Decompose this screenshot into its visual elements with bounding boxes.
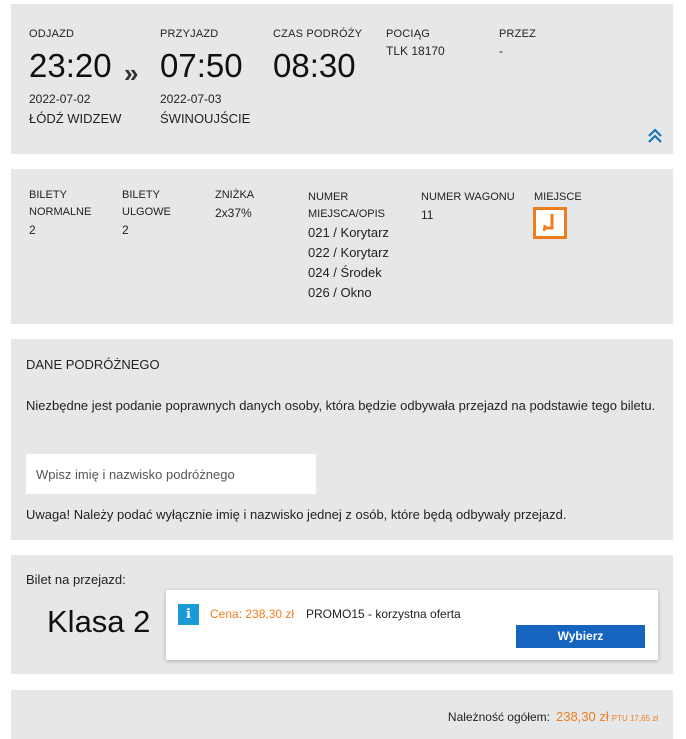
duration-label: CZAS PODRÓŻY [273,28,363,40]
arrival-label: PRZYJAZD [160,28,219,40]
reduced-tickets-label-2: ULGOWE [122,206,171,218]
arrival-station: ŚWINOUJŚCIE [160,111,251,126]
seat-item: 021 / Korytarz [308,225,389,240]
departure-time: 23:20 [29,47,112,84]
duration-value: 08:30 [273,47,356,84]
total-amount: 238,30 zł [555,709,609,724]
ticket-choice-panel [11,555,673,674]
seats-block [308,189,389,303]
wagon-number: 11 [421,208,434,222]
total-ptu: PTU 17,65 zł [611,714,658,723]
info-icon: i [178,604,199,625]
seat-list [308,223,389,303]
normal-tickets-label-2: NORMALNE [29,206,92,218]
via-value: - [499,44,503,58]
tickets-panel [11,169,673,324]
passenger-title: DANE PODRÓŻNEGO [26,357,160,372]
passenger-info-text: Niezbędne jest podanie poprawnych danych osoby, która będzie odbywała przejazd na podstawie tego biletu. [26,398,656,413]
normal-tickets-label-1: BILETY [29,189,67,201]
departure-station: ŁÓDŹ WIDZEW [29,111,122,126]
class-label: Klasa 2 [47,604,151,639]
seat-place-label: MIEJSCE [534,191,582,203]
direction-arrow-icon: » [124,58,139,88]
offer-description: PROMO15 - korzystna oferta [306,607,461,621]
total-panel [11,690,673,739]
via-block [499,27,536,58]
journey-panel [11,4,673,154]
total-label: Należność ogółem: [447,710,550,724]
duration-block [273,27,362,84]
reduced-tickets-block [122,187,171,239]
wagon-block [421,189,515,224]
train-block [386,27,445,58]
train-label: POCIĄG [386,28,430,40]
reduced-tickets-count: 2 [122,223,129,237]
seat-place-block [534,189,582,206]
passenger-panel [11,339,673,540]
reduced-tickets-label-1: BILETY [122,189,160,201]
departure-date: 2022-07-02 [29,92,91,106]
discount-value: 2x37% [215,206,252,220]
discount-block [215,187,254,222]
offer-price: Cena: 238,30 zł [210,607,295,621]
seats-label-2: MIEJSCA/OPIS [308,208,386,220]
seat-icon[interactable] [533,207,567,239]
passenger-note: Uwaga! Należy podać wyłącznie imię i nazwisko jednej z osób, które będą odbywały przejazd. [26,507,567,522]
total-summary [448,709,658,724]
double-chevron-up-icon[interactable] [647,128,663,144]
passenger-name-input[interactable] [26,454,316,494]
arrival-date: 2022-07-03 [160,92,222,106]
departure-block [29,27,121,127]
choose-button[interactable]: Wybierz [516,625,645,648]
arrival-time: 07:50 [160,47,243,84]
discount-label: ZNIŻKA [215,189,255,201]
seats-label-1: NUMER [308,191,349,203]
normal-tickets-block [29,187,91,239]
seat-item: 024 / Środek [308,265,382,280]
ticket-choice-label: Bilet na przejazd: [26,572,126,587]
normal-tickets-count: 2 [29,223,36,237]
arrival-block [160,27,250,127]
seat-item: 026 / Okno [308,285,372,300]
departure-label: ODJAZD [29,28,75,40]
train-number: TLK 18170 [386,44,445,58]
via-label: PRZEZ [499,28,537,40]
wagon-label: NUMER WAGONU [421,191,515,203]
offer-card [166,590,658,660]
seat-item: 022 / Korytarz [308,245,389,260]
